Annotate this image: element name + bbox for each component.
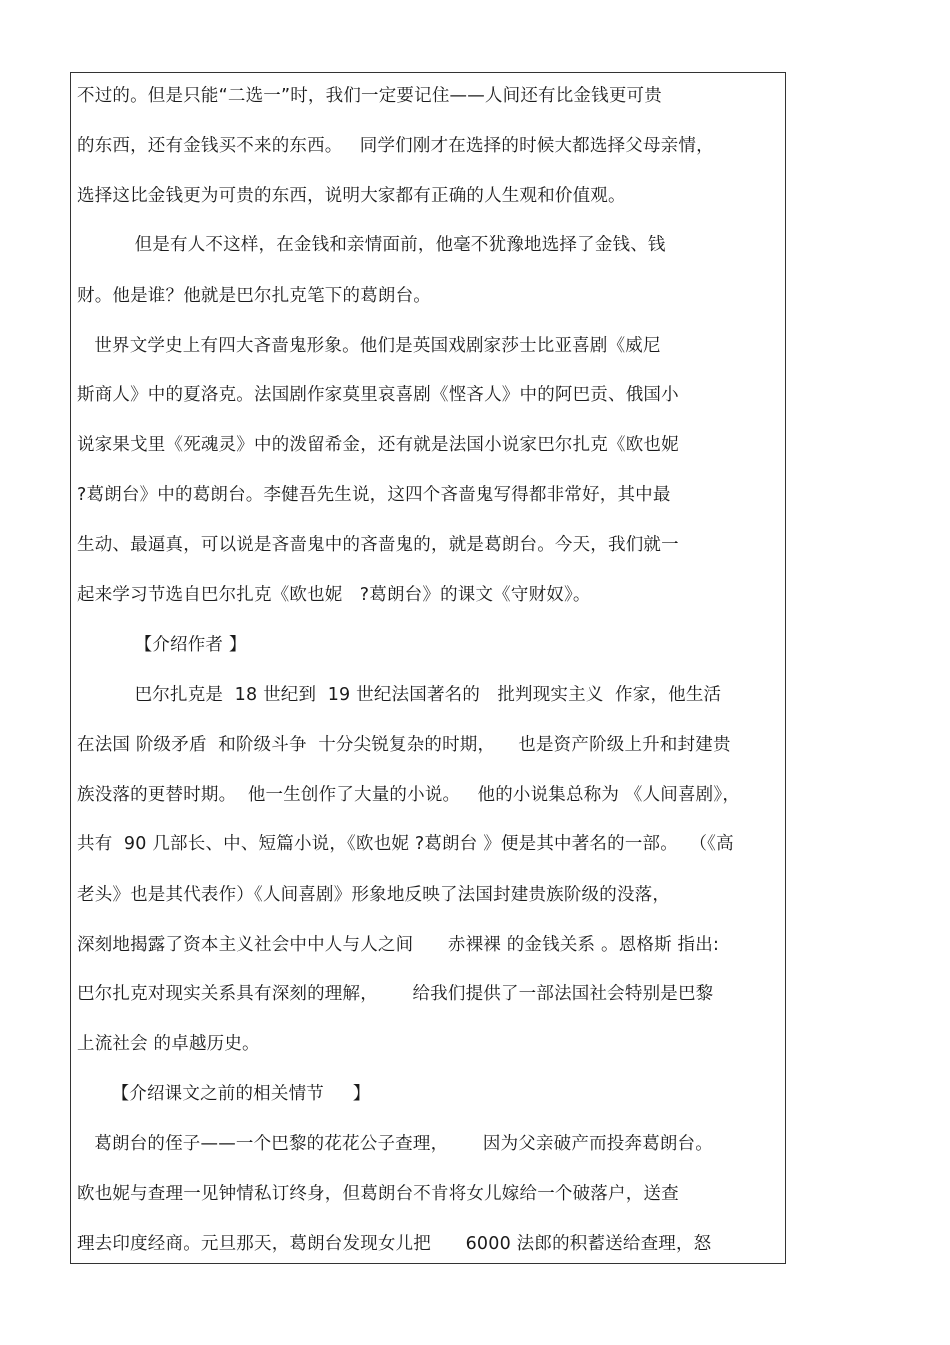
text-line: 说家果戈里《死魂灵》中的泼留希金，还有就是法国小说家巴尔扎克《欧也妮 xyxy=(77,435,679,455)
text-line: 上流社会 的卓越历史。 xyxy=(77,1034,260,1054)
text-line: 不过的。但是只能“二选一”时，我们一定要记住——人间还有比金钱更可贵 xyxy=(77,86,662,106)
text-line: 老头》也是其代表作）《人间喜剧》形象地反映了法国封建贵族阶级的没落， xyxy=(77,885,671,905)
text-line: ?葛朗台》中的葛朗台。李健吾先生说，这四个吝啬鬼写得都非常好，其中最 xyxy=(77,485,671,505)
text-line: 选择这比金钱更为可贵的东西，说明大家都有正确的人生观和价值观。 xyxy=(77,186,626,206)
text-line: 欧也妮与查理一见钟情私订终身，但葛朗台不肯将女儿嫁给一个破落户，送查 xyxy=(77,1184,679,1204)
text-line: 巴尔扎克是 18 世纪到 19 世纪法国著名的 批判现实主义 作家，他生活 xyxy=(77,685,722,705)
text-line: 共有 90 几部长、中、短篇小说，《欧也妮 ?葛朗台 》便是其中著名的一部。 （《高 xyxy=(77,834,734,854)
text-line: 在法国 阶级矛盾 和阶级斗争 十分尖锐复杂的时期， 也是资产阶级上升和封建贵 xyxy=(77,735,731,755)
text-line: 生动、最逼真，可以说是吝啬鬼中的吝啬鬼的，就是葛朗台。今天，我们就一 xyxy=(77,535,679,555)
text-line: 理去印度经商。元旦那天，葛朗台发现女儿把 6000 法郎的积蓄送给查理，怒 xyxy=(77,1234,712,1254)
text-line: 的东西，还有金钱买不来的东西。 同学们刚才在选择的时候大都选择父母亲情， xyxy=(77,136,714,156)
text-line: 但是有人不这样，在金钱和亲情面前，他毫不犹豫地选择了金钱、钱 xyxy=(77,235,666,255)
section-heading-author: 【介绍作者 】 xyxy=(77,635,247,655)
text-line: 世界文学史上有四大吝啬鬼形象。他们是英国戏剧家莎士比亚喜剧《威尼 xyxy=(77,336,661,356)
text-line: 族没落的更替时期。 他一生创作了大量的小说。 他的小说集总称为 《人间喜剧》， xyxy=(77,785,741,805)
text-line: 葛朗台的侄子——一个巴黎的花花公子查理， 因为父亲破产而投奔葛朗台。 xyxy=(77,1134,713,1154)
text-line: 深刻地揭露了资本主义社会中中人与人之间 赤裸裸 的金钱关系 。恩格斯 指出: xyxy=(77,935,720,955)
text-line: 巴尔扎克对现实关系具有深刻的理解， 给我们提供了一部法国社会特别是巴黎 xyxy=(77,984,714,1004)
section-heading-plot: 【介绍课文之前的相关情节 】 xyxy=(77,1084,371,1104)
text-line: 斯商人》中的夏洛克。法国剧作家莫里哀喜剧《悭吝人》中的阿巴贡、俄国小 xyxy=(77,385,679,405)
text-line: 起来学习节选自巴尔扎克《欧也妮 ?葛朗台》的课文《守财奴》。 xyxy=(77,585,591,605)
text-line: 财。他是谁？他就是巴尔扎克笔下的葛朗台。 xyxy=(77,286,431,306)
